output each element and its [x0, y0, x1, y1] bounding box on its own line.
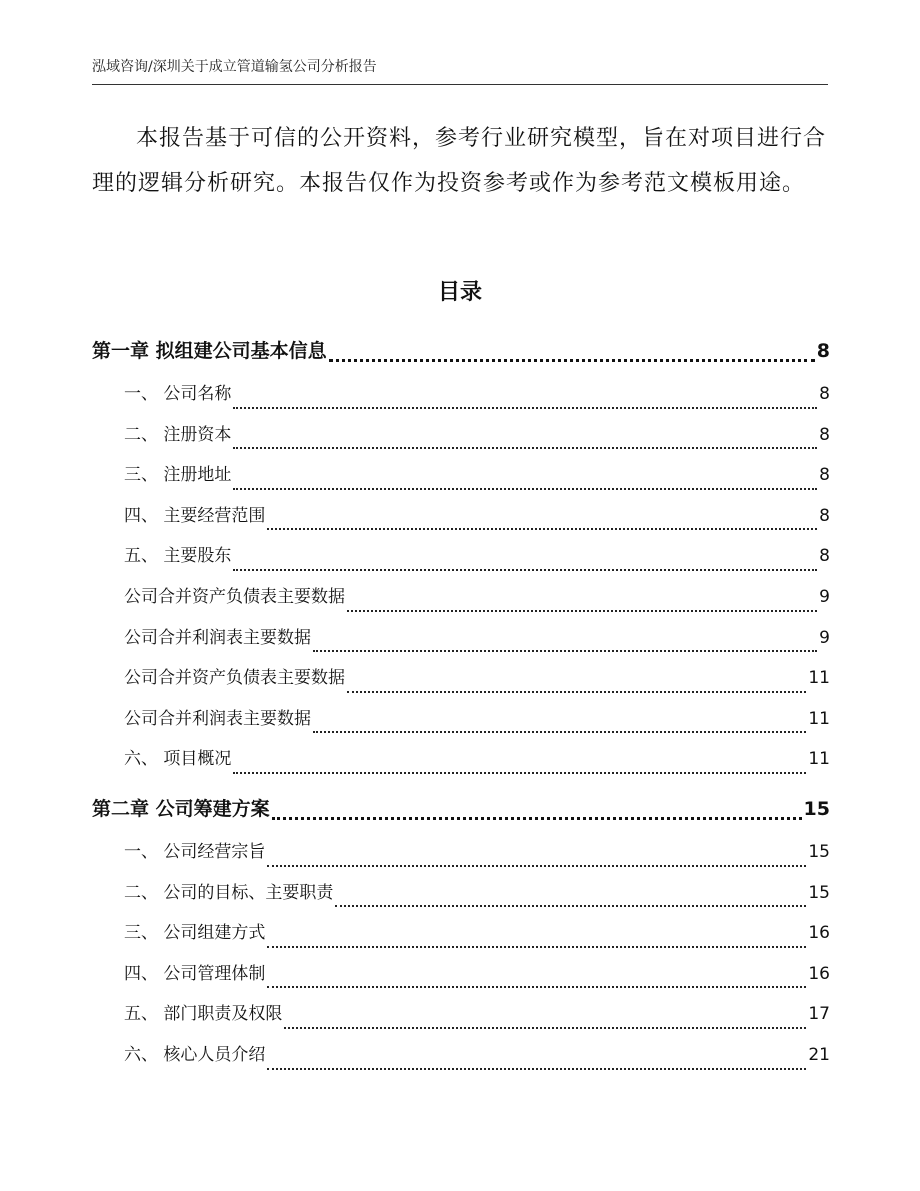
toc-entry[interactable]	[92, 832, 830, 873]
toc-entry[interactable]	[92, 699, 830, 740]
dot-leader	[347, 610, 817, 612]
toc-entry[interactable]	[92, 739, 830, 780]
toc-page-number: 8	[816, 340, 830, 362]
dot-leader	[313, 731, 806, 733]
toc-entry[interactable]	[92, 1035, 830, 1076]
toc-entry[interactable]	[92, 994, 830, 1035]
toc-page-number: 15	[808, 841, 830, 862]
running-header: 泓域咨询/深圳关于成立管道输氢公司分析报告	[92, 58, 828, 85]
toc-chapter-2-entries	[92, 832, 830, 1076]
toc-chapter-1[interactable]	[92, 332, 830, 370]
toc-page-number: 15	[803, 797, 830, 820]
toc-entry-label: 四、 公司管理体制	[124, 963, 266, 984]
toc-entry[interactable]	[92, 496, 830, 537]
toc-page-number: 11	[808, 668, 830, 689]
dot-leader	[267, 946, 806, 948]
toc-entry-label: 一、 公司名称	[124, 384, 232, 404]
dot-leader	[267, 528, 817, 530]
toc-page-number: 11	[808, 708, 830, 729]
dot-leader	[347, 691, 806, 693]
toc-page-number: 15	[808, 882, 830, 903]
toc-entry-label: 公司合并利润表主要数据	[124, 627, 311, 648]
toc-entry[interactable]	[92, 374, 830, 415]
dot-leader	[313, 650, 817, 652]
toc-entry-label: 公司合并资产负债表主要数据	[124, 668, 345, 689]
dot-leader	[233, 447, 817, 449]
toc-chapter-label: 第二章 公司筹建方案	[92, 797, 270, 820]
toc-page-number: 11	[808, 749, 830, 770]
toc-page-number: 8	[819, 424, 830, 445]
toc-entry[interactable]	[92, 954, 830, 995]
toc-entry-label: 六、 核心人员介绍	[124, 1044, 266, 1065]
toc-entry-label: 公司合并利润表主要数据	[124, 708, 311, 729]
toc-entry-label: 公司合并资产负债表主要数据	[124, 586, 345, 607]
toc-page-number: 16	[808, 923, 830, 944]
dot-leader	[267, 986, 806, 988]
toc-entry-label: 五、 主要股东	[124, 546, 232, 567]
dot-leader	[233, 488, 817, 490]
toc-entry[interactable]	[92, 873, 830, 914]
toc-chapter-1-entries	[92, 374, 830, 780]
toc-entry-label: 四、 主要经营范围	[124, 505, 266, 526]
dot-leader	[233, 407, 817, 409]
toc-entry-label: 二、 注册资本	[124, 424, 232, 445]
intro-paragraph: 本报告基于可信的公开资料，参考行业研究模型，旨在对项目进行合理的逻辑分析研究。本报告仅作为投资参考或作为参考范文模板用途。	[92, 126, 827, 196]
toc-entry-label: 五、 部门职责及权限	[124, 1004, 283, 1025]
dot-leader	[335, 905, 806, 907]
toc-entry[interactable]	[92, 618, 830, 659]
dot-leader	[272, 817, 802, 820]
toc-entry-label: 一、 公司经营宗旨	[124, 841, 266, 862]
toc-page-number: 8	[819, 465, 830, 486]
dot-leader	[284, 1027, 806, 1029]
toc-chapter-label: 第一章 拟组建公司基本信息	[92, 340, 327, 362]
dot-leader	[233, 569, 817, 571]
toc-page-number: 9	[819, 627, 830, 648]
toc-page-number: 9	[819, 586, 830, 607]
toc-entry[interactable]	[92, 913, 830, 954]
toc-entry[interactable]	[92, 658, 830, 699]
toc-entry[interactable]	[92, 455, 830, 496]
toc-entry-label: 三、 注册地址	[124, 465, 232, 486]
toc-entry[interactable]	[92, 415, 830, 456]
toc-entry-label: 三、 公司组建方式	[124, 923, 266, 944]
toc-page-number: 8	[819, 384, 830, 404]
toc-page-number: 17	[808, 1004, 830, 1025]
toc-page-number: 8	[819, 505, 830, 526]
toc-page-number: 16	[808, 963, 830, 984]
toc-entry-label: 二、 公司的目标、主要职责	[124, 882, 334, 903]
toc-entry[interactable]	[92, 536, 830, 577]
toc-chapter-2[interactable]	[92, 790, 830, 828]
table-of-contents	[92, 332, 830, 1076]
toc-page-number: 8	[819, 546, 830, 567]
dot-leader	[233, 772, 806, 774]
toc-entry[interactable]	[92, 577, 830, 618]
dot-leader	[329, 359, 815, 362]
toc-page-number: 21	[808, 1044, 830, 1065]
dot-leader	[267, 865, 806, 867]
dot-leader	[267, 1068, 806, 1070]
toc-entry-label: 六、 项目概况	[124, 749, 232, 770]
toc-title: 目录	[437, 279, 482, 305]
